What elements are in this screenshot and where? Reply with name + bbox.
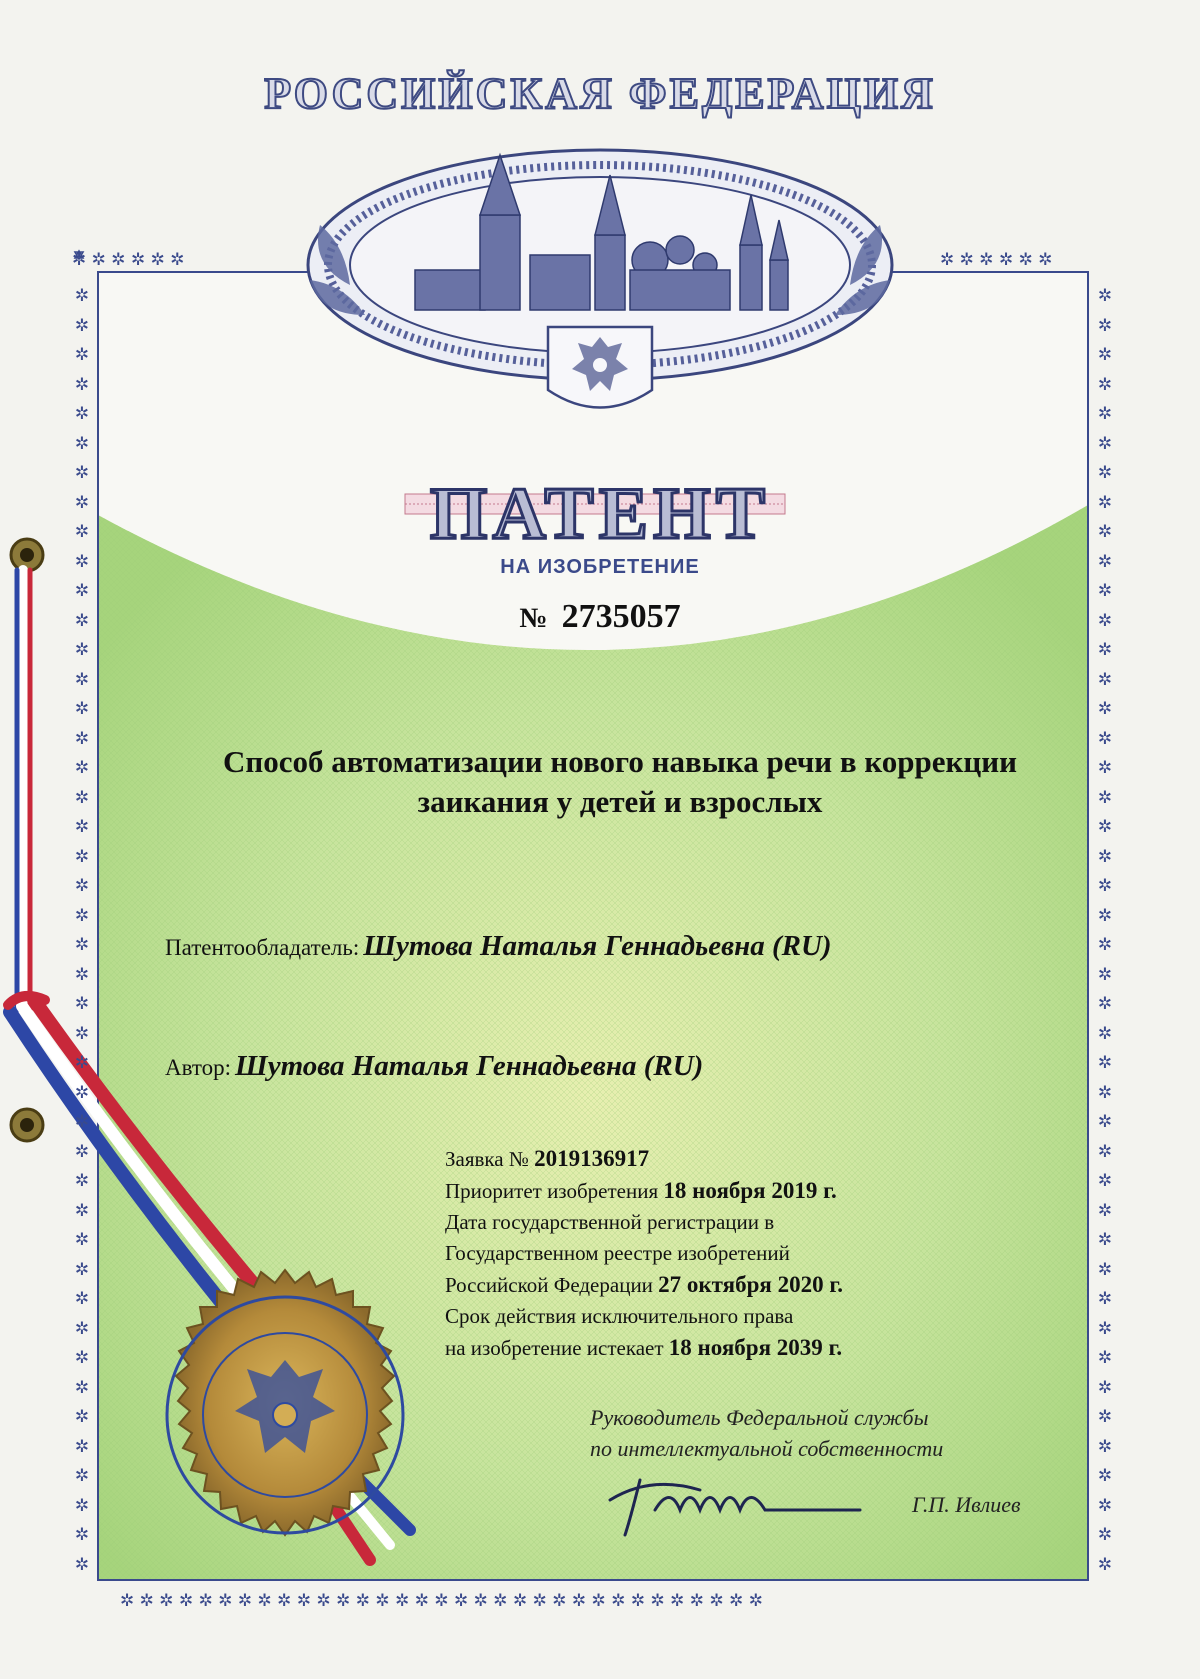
priority-label: Приоритет изобретения: [445, 1179, 659, 1203]
registration-date: 27 октября 2020 г.: [658, 1272, 843, 1297]
term-label: на изобретение истекает: [445, 1336, 664, 1360]
term-date: 18 ноября 2039 г.: [668, 1335, 843, 1360]
invention-title-line: заикания у детей и взрослых: [417, 784, 823, 819]
document-subtype: НА ИЗОБРЕТЕНИЕ: [500, 556, 700, 578]
priority-date: 18 ноября 2019 г.: [663, 1178, 837, 1203]
registration-line: Дата государственной регистрации в: [445, 1210, 775, 1234]
svg-text:✲ ✲ ✲ ✲ ✲ ✲ ✲ ✲ ✲ ✲ ✲ ✲ ✲ ✲ ✲: ✲ ✲ ✲ ✲ ✲ ✲ ✲ ✲ ✲ ✲ ✲ ✲ ✲ ✲ ✲ ✲ ✲ ✲ ✲ ✲ ✲ ✲ ✲ ✲ ✲ ✲ ✲ ✲ ✲ ✲ ✲ ✲ ✲: [120, 1591, 763, 1611]
registration-details: [445, 1143, 1005, 1364]
patent-author: [165, 1050, 703, 1083]
patent-number: 2735057: [561, 598, 681, 635]
svg-text:✲ ✲ ✲ ✲ ✲ ✲: ✲ ✲ ✲ ✲ ✲ ✲: [72, 250, 185, 270]
registration-label: Российской Федерации: [445, 1273, 653, 1297]
patent-number-line: [0, 598, 1200, 636]
head-role-line: Руководитель Федеральной службы: [590, 1405, 929, 1430]
author-label: Автор:: [165, 1055, 232, 1080]
application-label: Заявка №: [445, 1147, 529, 1171]
left-star-border: ✲ ✲ ✲ ✲ ✲ ✲ ✲ ✲ ✲ ✲ ✲ ✲ ✲ ✲ ✲ ✲ ✲ ✲ ✲ ✲ ✲ ✲ ✲ ✲ ✲ ✲ ✲ ✲ ✲ ✲ ✲ ✲ ✲ ✲ ✲ ✲ ✲ ✲ ✲ ✲ ✲ ✲ ✲ ✲: [74, 286, 90, 1575]
invention-title-line: Способ автоматизации нового навыка речи в коррекции: [222, 744, 1017, 779]
registration-line: Государственном реестре изобретений: [445, 1241, 790, 1265]
priority-row: [445, 1175, 1005, 1207]
patent-holder: [165, 930, 832, 963]
head-role-line: по интеллектуальной собственности: [590, 1436, 944, 1461]
svg-text:✲ ✲ ✲ ✲ ✲ ✲: ✲ ✲ ✲ ✲ ✲ ✲: [940, 250, 1053, 270]
registration-date-row: [445, 1269, 1005, 1301]
application-row: [445, 1143, 1005, 1175]
term-date-row: [445, 1332, 1005, 1364]
head-role: [590, 1402, 943, 1464]
application-number: 2019136917: [534, 1146, 650, 1171]
number-sign: №: [519, 603, 548, 634]
term-line: Срок действия исключительного права: [445, 1304, 794, 1328]
holder-label: Патентообладатель:: [165, 935, 360, 960]
invention-title: [160, 742, 1080, 822]
right-star-border: ✲ ✲ ✲ ✲ ✲ ✲ ✲ ✲ ✲ ✲ ✲ ✲ ✲ ✲ ✲ ✲ ✲ ✲ ✲ ✲ ✲ ✲ ✲ ✲ ✲ ✲ ✲ ✲ ✲ ✲ ✲ ✲ ✲ ✲ ✲ ✲ ✲ ✲ ✲ ✲ ✲ ✲ ✲ ✲: [1097, 286, 1113, 1575]
country-heading: РОССИЙСКАЯ ФЕДЕРАЦИЯ: [264, 69, 936, 118]
holder-name: Шутова Наталья Геннадьевна (RU): [363, 930, 832, 962]
author-name: Шутова Наталья Геннадьевна (RU): [235, 1050, 704, 1082]
document-type-heading: ПАТЕНТ: [429, 473, 771, 555]
signatory-name: Г.П. Ивлиев: [912, 1492, 1021, 1517]
